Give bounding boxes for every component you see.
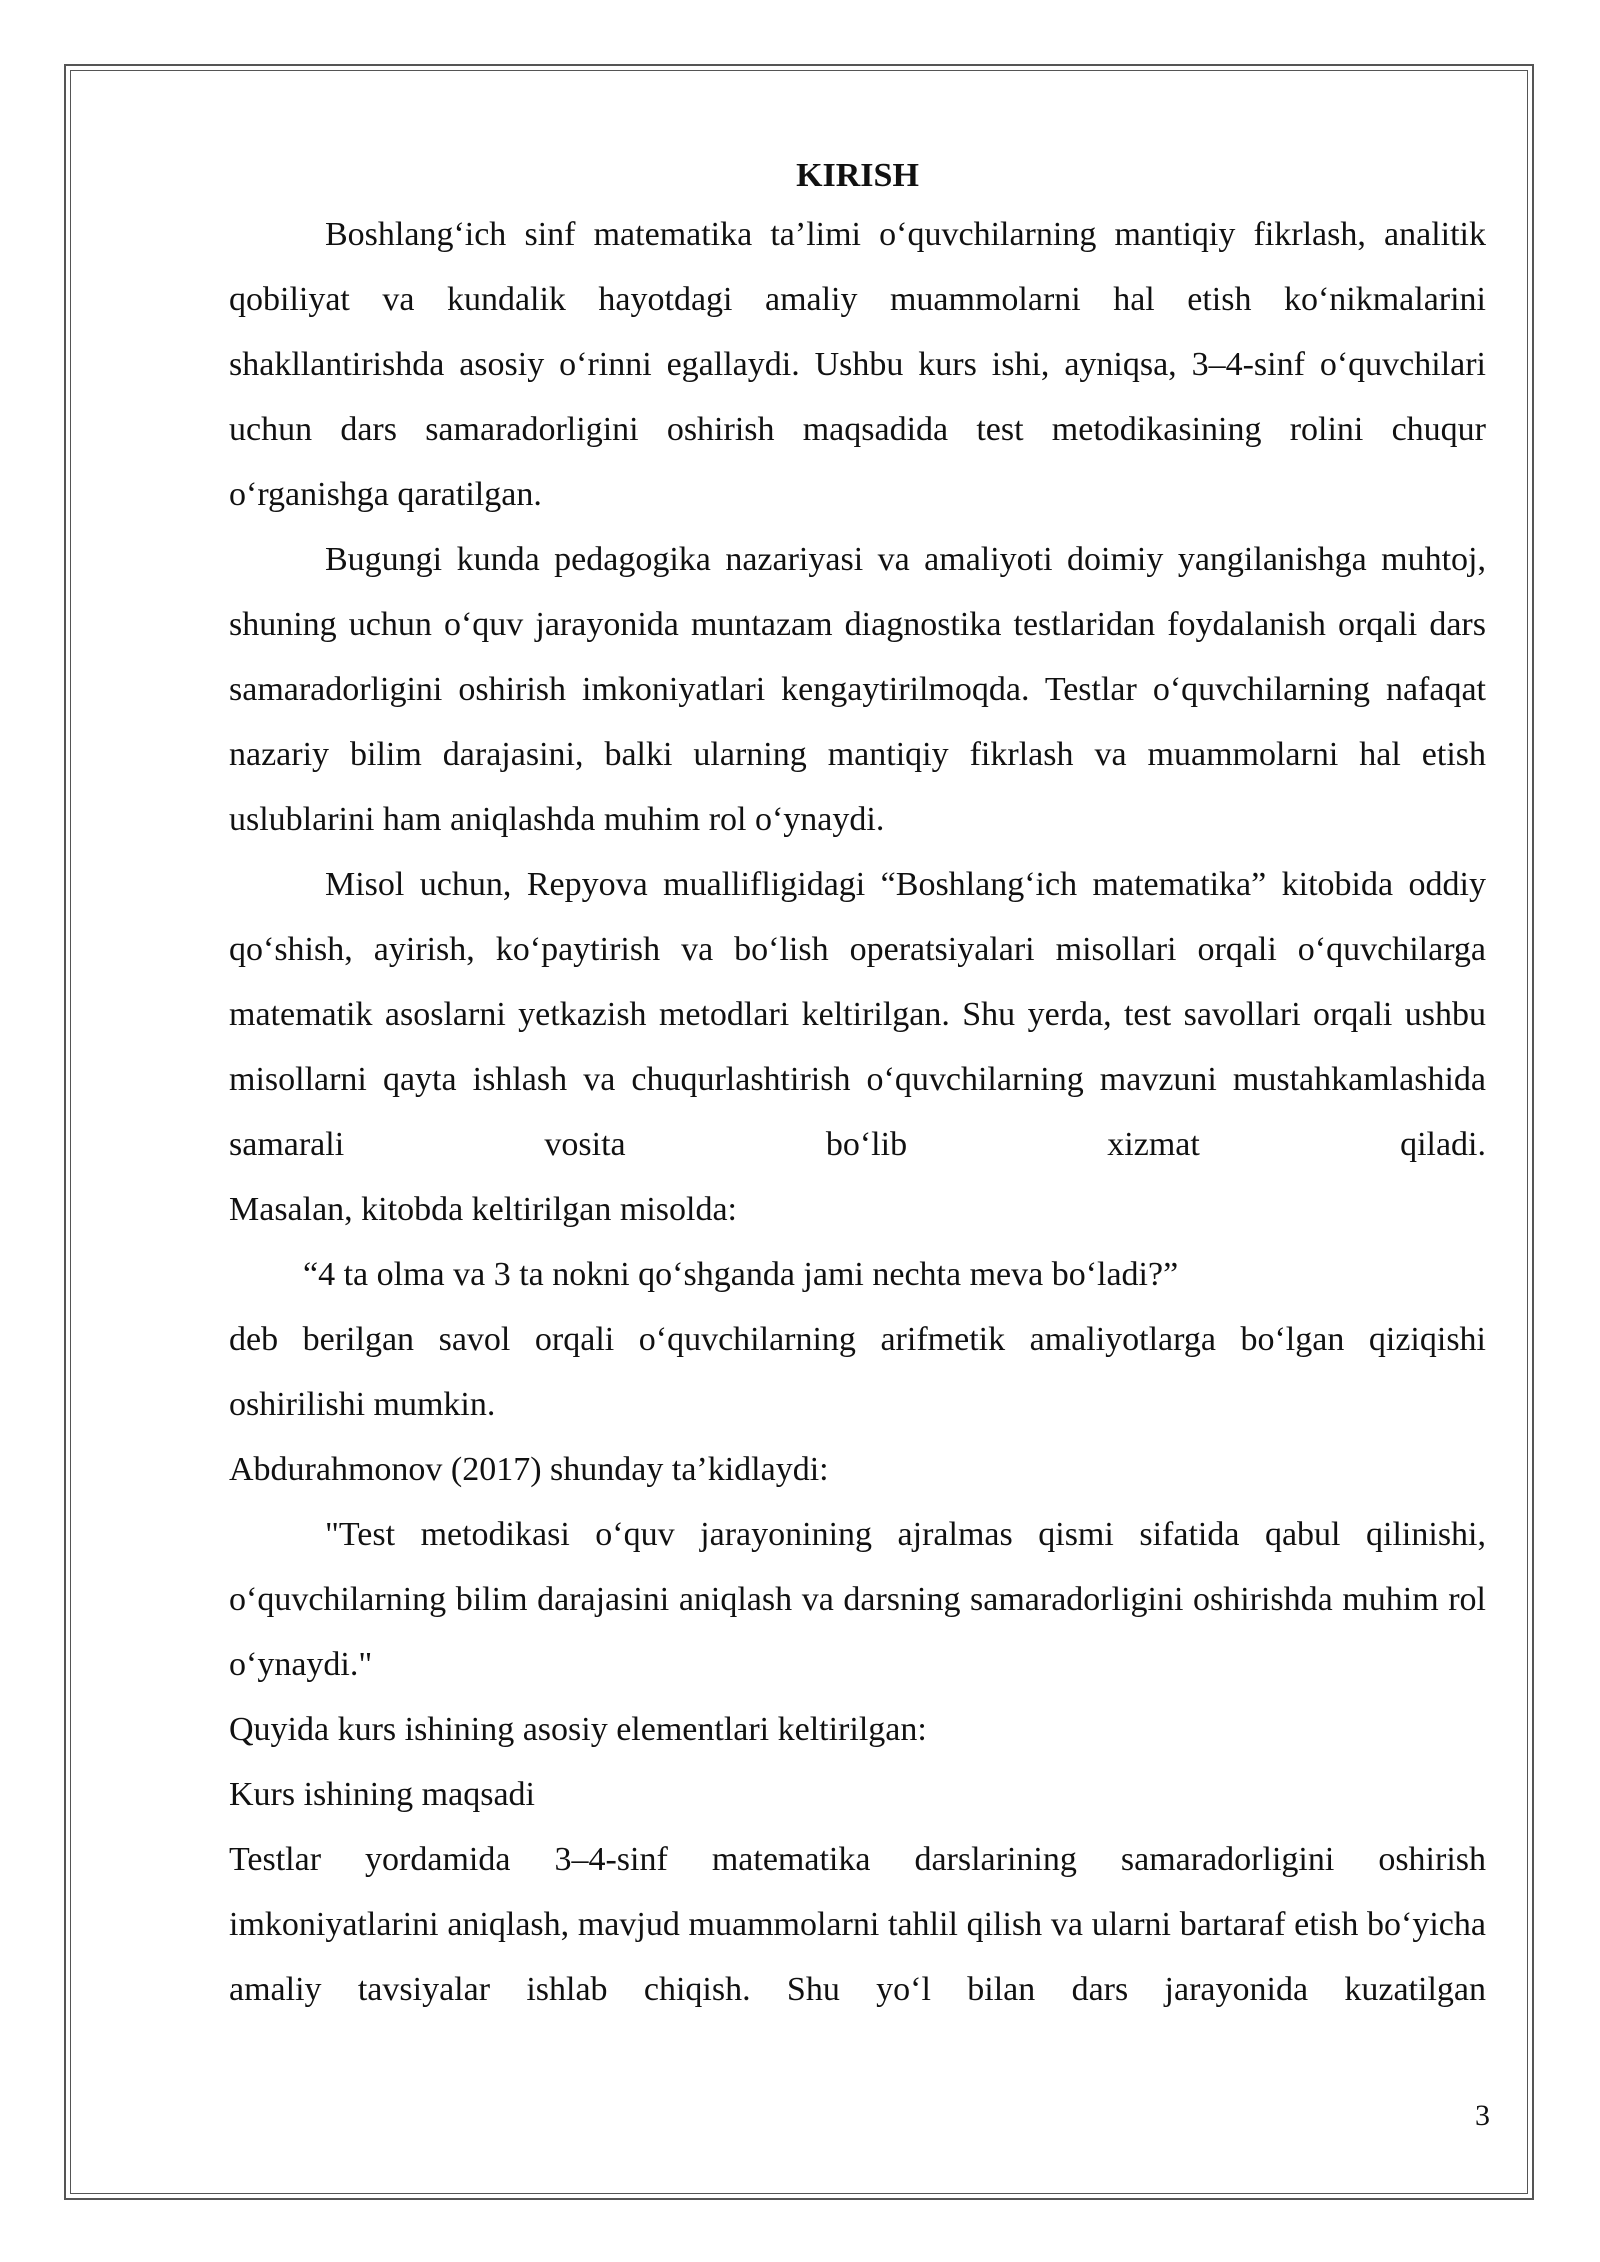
section-heading-goal: Kurs ishining maqsadi — [229, 1776, 535, 1813]
document-title: KIRISH — [796, 157, 919, 194]
example-question-quote: “4 ta olma va 3 ta nokni qo‘shganda jami nechta meva bo‘ladi?” — [303, 1256, 1179, 1293]
elements-intro: Quyida kurs ishining asosiy elementlari keltirilgan: — [229, 1711, 927, 1748]
paragraph-pedagogy: Bugungi kunda pedagogika nazariyasi va amaliyoti doimiy yangilanishga muhtoj, shuning uchun o‘quv jarayonida muntazam diagnostika testlaridan foydalanish orqali dars samaradorligini oshirish imkoniyatlari kengaytirilmoqda. Testlar o‘quvchilarning nafaqat nazariy bilim darajasini, balki ularning mantiqiy fikrlash va muammolarni hal etish uslublarini ham aniqlashda muhim rol o‘ynaydi. — [229, 541, 1486, 838]
page-number: 3 — [1475, 2099, 1490, 2132]
paragraph-example-book-tail: Masalan, kitobda keltirilgan misolda: — [229, 1191, 738, 1228]
paragraph-goal: Testlar yordamida 3–4-sinf matematika darslarining samaradorligini oshirish imkoniyatlarini aniqlash, mavjud muammolarni tahlil qilish va ularni bartaraf etish bo‘yicha amaliy tavsiyalar ishlab chiqish. Shu yo‘l bilan dars jarayonida kuzatilgan — [229, 1841, 1486, 2008]
citation-quote: "Test metodikasi o‘quv jarayonining ajralmas qismi sifatida qabul qilinishi, o‘quvchilarning bilim darajasini aniqlash va darsning samaradorligini oshirishda muhim rol o‘ynaydi." — [229, 1516, 1486, 1683]
document-body — [229, 150, 1486, 2022]
paragraph-intro: Boshlang‘ich sinf matematika ta’limi o‘quvchilarning mantiqiy fikrlash, analitik qobiliyat va kundalik hayotdagi amaliy muammolarni hal etish ko‘nikmalarini shakllantirishda asosiy o‘rinni egallaydi. Ushbu kurs ishi, ayniqsa, 3–4-sinf o‘quvchilari uchun dars samaradorligini oshirish maqsadida test metodikasining rolini chuqur o‘rganishga qaratilgan. — [229, 216, 1486, 513]
paragraph-example-book: Misol uchun, Repyova muallifligidagi “Boshlang‘ich matematika” kitobida oddiy qo‘shish, ayirish, ko‘paytirish va bo‘lish operatsiyalari misollari orqali o‘quvchilarga matematik asoslarni yetkazish metodlari keltirilgan. Shu yerda, test savollari orqali ushbu misollarni qayta ishlash va chuqurlashtirish o‘quvchilarning mavzuni mustahkamlashida samarali vosita bo‘lib xizmat qiladi. — [229, 866, 1486, 1163]
citation-intro: Abdurahmonov (2017) shunday ta’kidlaydi: — [229, 1451, 829, 1488]
paragraph-example-followup: deb berilgan savol orqali o‘quvchilarning arifmetik amaliyotlarga bo‘lgan qiziqishi oshirilishi mumkin. — [229, 1321, 1486, 1423]
